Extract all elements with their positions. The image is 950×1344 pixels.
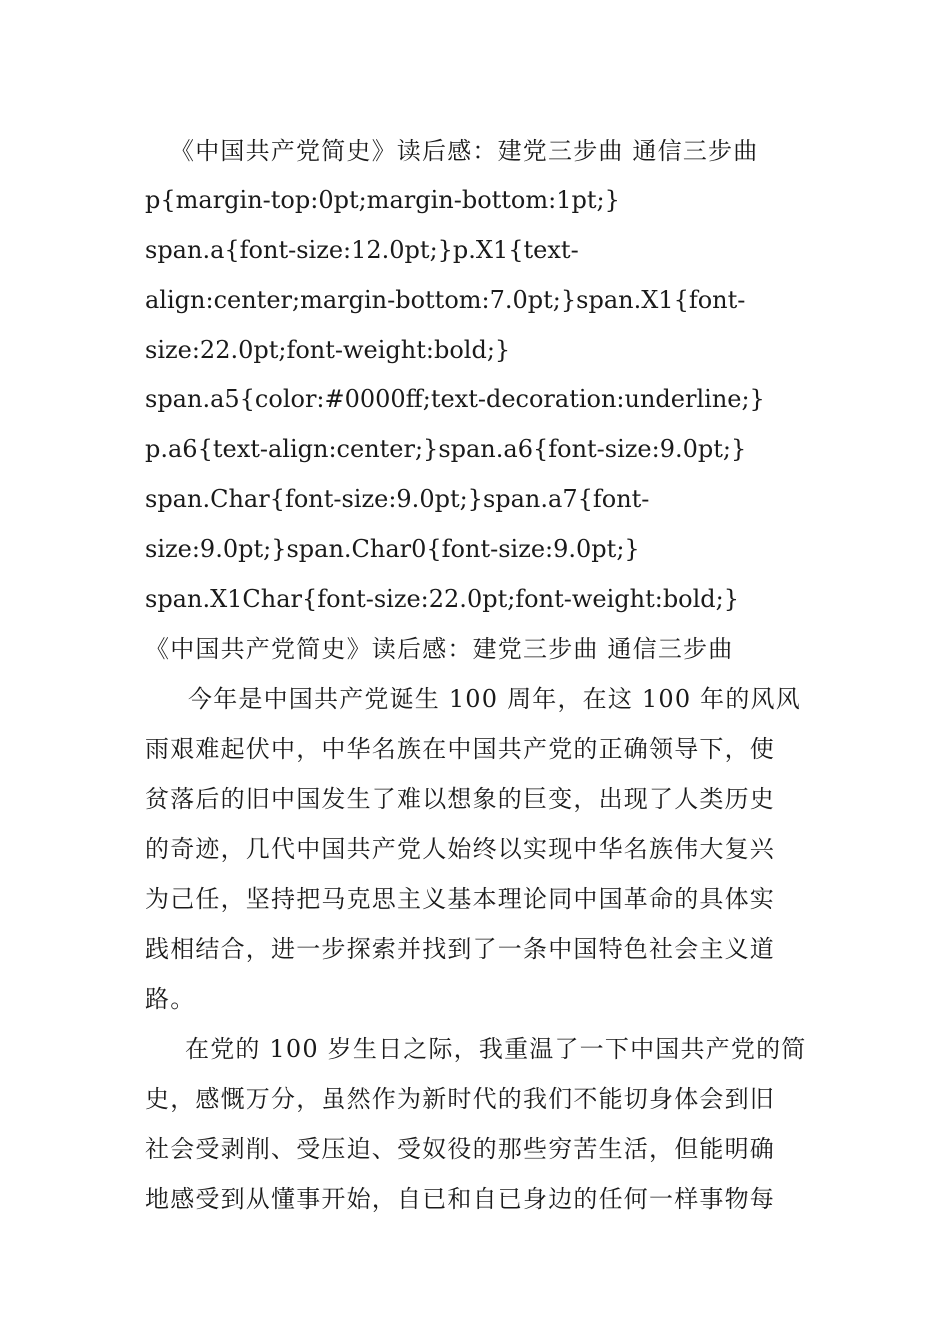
css-line-4: size:22.0pt;font-weight:bold;}: [145, 336, 511, 364]
css-line-5: span.a5{color:#0000ff;text-decoration:underline;}: [145, 385, 765, 413]
paragraph-2-line: 社会受剥削、受压迫、受奴役的那些穷苦生活，但能明确: [145, 1135, 775, 1163]
css-line-2: span.a{font-size:12.0pt;}p.X1{text-: [145, 236, 579, 264]
document-heading-line: 《中国共产党简史》读后感：建党三步曲 通信三步曲: [145, 635, 734, 663]
paragraph-2-line: 在党的 100 岁生日之际，我重温了一下中国共产党的简: [185, 1035, 807, 1063]
paragraph-2-line: 史，感慨万分，虽然作为新时代的我们不能切身体会到旧: [145, 1085, 775, 1113]
css-line-6: p.a6{text-align:center;}span.a6{font-size:9.0pt;}: [145, 435, 747, 463]
document-title-line: 《中国共产党简史》读后感：建党三步曲 通信三步曲: [170, 137, 759, 165]
css-line-1: p{margin-top:0pt;margin-bottom:1pt;}: [145, 186, 620, 214]
css-line-8: size:9.0pt;}span.Char0{font-size:9.0pt;}: [145, 535, 640, 563]
paragraph-1-line: 践相结合，进一步探索并找到了一条中国特色社会主义道: [145, 935, 775, 963]
css-line-3: align:center;margin-bottom:7.0pt;}span.X1{font-: [145, 286, 746, 314]
paragraph-1-line: 的奇迹，几代中国共产党人始终以实现中华名族伟大复兴: [145, 835, 775, 863]
css-line-7: span.Char{font-size:9.0pt;}span.a7{font-: [145, 485, 650, 513]
paragraph-1-line: 贫落后的旧中国发生了难以想象的巨变，出现了人类历史: [145, 785, 775, 813]
paragraph-1-line: 为己任，坚持把马克思主义基本理论同中国革命的具体实: [145, 885, 775, 913]
paragraph-1-line: 路。: [145, 985, 196, 1013]
css-line-9: span.X1Char{font-size:22.0pt;font-weight:bold;}: [145, 585, 740, 613]
paragraph-1-line: 今年是中国共产党诞生 100 周年，在这 100 年的风风: [188, 685, 801, 713]
paragraph-1-line: 雨艰难起伏中，中华名族在中国共产党的正确领导下，使: [145, 735, 775, 763]
paragraph-2-line: 地感受到从懂事开始，自已和自已身边的任何一样事物每: [145, 1185, 775, 1213]
